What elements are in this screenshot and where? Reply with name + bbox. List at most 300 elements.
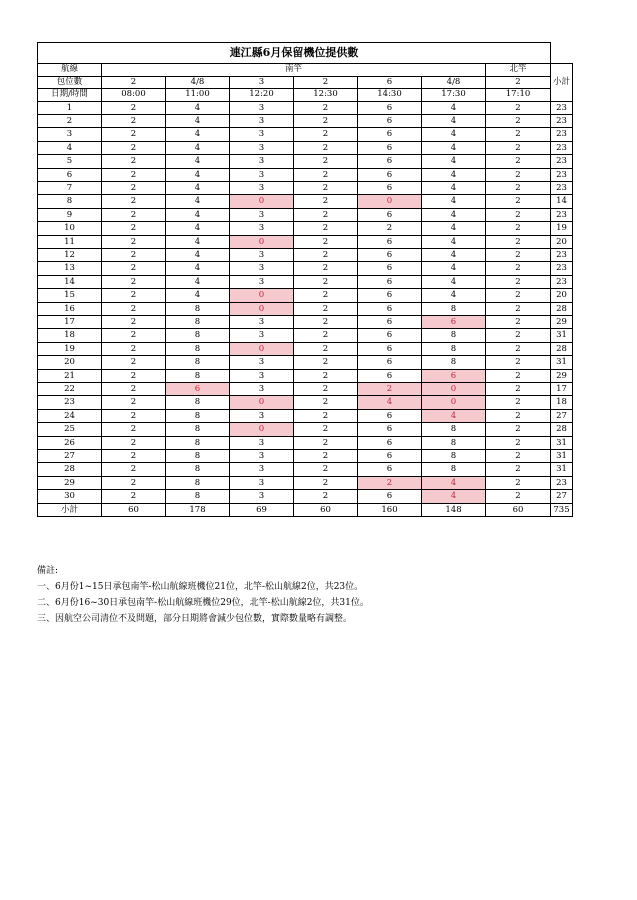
- seat-cell: 4: [422, 222, 486, 235]
- seat-cell: 6: [358, 248, 422, 261]
- seat-cell: 2: [102, 356, 166, 369]
- seat-cell: 2: [486, 141, 551, 154]
- seat-cell: 2: [294, 101, 358, 114]
- row-total-cell: 23: [551, 248, 573, 261]
- day-cell: 20: [38, 356, 102, 369]
- seat-cell: 3: [230, 476, 294, 489]
- table-row: [38, 128, 573, 141]
- row-total-cell: 17: [551, 383, 573, 396]
- seat-cell: 4: [422, 128, 486, 141]
- seat-cell: 2: [486, 208, 551, 221]
- table-row: [38, 436, 573, 449]
- table-title: 連江縣6月保留機位提供數: [38, 43, 551, 64]
- seat-cell: 4: [422, 101, 486, 114]
- column-total-cell: 69: [230, 503, 294, 516]
- seat-cell: 2: [486, 275, 551, 288]
- day-cell: 21: [38, 369, 102, 382]
- day-cell: 29: [38, 476, 102, 489]
- reduced-seat-cell: 0: [422, 396, 486, 409]
- table-row: [38, 463, 573, 476]
- seat-cell: 4: [166, 262, 230, 275]
- table-row: [38, 302, 573, 315]
- flight-seats-cell: 6: [358, 76, 422, 89]
- grand-total-cell: 735: [551, 503, 573, 516]
- seat-cell: 2: [102, 369, 166, 382]
- seat-cell: 2: [102, 141, 166, 154]
- column-total-cell: 60: [102, 503, 166, 516]
- seat-cell: 2: [486, 342, 551, 355]
- seat-cell: 2: [486, 195, 551, 208]
- column-total-cell: 148: [422, 503, 486, 516]
- seat-cell: 6: [358, 141, 422, 154]
- seat-cell: 2: [294, 490, 358, 503]
- row-total-cell: 23: [551, 101, 573, 114]
- table-row: [38, 222, 573, 235]
- seat-cell: 2: [486, 450, 551, 463]
- seat-cell: 6: [358, 168, 422, 181]
- day-cell: 28: [38, 463, 102, 476]
- seat-cell: 2: [102, 490, 166, 503]
- seat-cell: 3: [230, 316, 294, 329]
- row-total-cell: 31: [551, 463, 573, 476]
- row-total-cell: 28: [551, 302, 573, 315]
- seat-cell: 2: [102, 463, 166, 476]
- seat-cell: 8: [166, 329, 230, 342]
- seat-cell: 8: [422, 463, 486, 476]
- seat-cell: 4: [166, 155, 230, 168]
- row-total-cell: 31: [551, 356, 573, 369]
- day-cell: 17: [38, 316, 102, 329]
- row-total-cell: 23: [551, 128, 573, 141]
- seat-cell: 2: [102, 423, 166, 436]
- table-row: [38, 181, 573, 194]
- seat-cell: 2: [486, 476, 551, 489]
- row-total-cell: 20: [551, 235, 573, 248]
- seat-cell: 2: [486, 262, 551, 275]
- seat-cell: 4: [422, 195, 486, 208]
- flight-time-cell: 17:10: [486, 89, 551, 102]
- reduced-seat-cell: 6: [166, 383, 230, 396]
- seat-cell: 2: [102, 248, 166, 261]
- row-total-cell: 28: [551, 342, 573, 355]
- seat-cell: 2: [294, 248, 358, 261]
- seat-cell: 2: [294, 195, 358, 208]
- seat-cell: 6: [358, 235, 422, 248]
- seat-cell: 3: [230, 114, 294, 127]
- seat-cell: 2: [486, 101, 551, 114]
- day-cell: 30: [38, 490, 102, 503]
- seat-cell: 2: [102, 168, 166, 181]
- seat-cell: 6: [358, 450, 422, 463]
- seat-cell: 3: [230, 275, 294, 288]
- seat-cell: 2: [102, 409, 166, 422]
- seat-cell: 2: [486, 222, 551, 235]
- seat-cell: 2: [294, 222, 358, 235]
- table-row: [38, 476, 573, 489]
- table-row: [38, 141, 573, 154]
- table-row: [38, 262, 573, 275]
- reduced-seat-cell: 0: [422, 383, 486, 396]
- day-cell: 11: [38, 235, 102, 248]
- table-row: [38, 316, 573, 329]
- table-row: [38, 356, 573, 369]
- row-total-cell: 23: [551, 168, 573, 181]
- reduced-seat-cell: 4: [422, 490, 486, 503]
- seat-cell: 2: [294, 356, 358, 369]
- seat-cell: 2: [358, 222, 422, 235]
- column-total-cell: 60: [294, 503, 358, 516]
- seat-cell: 3: [230, 490, 294, 503]
- reduced-seat-cell: 2: [358, 383, 422, 396]
- seat-cell: 2: [486, 128, 551, 141]
- flight-seats-cell: 2: [102, 76, 166, 89]
- seat-cell: 2: [486, 316, 551, 329]
- seat-cell: 4: [166, 289, 230, 302]
- day-cell: 7: [38, 181, 102, 194]
- reduced-seat-cell: 0: [358, 195, 422, 208]
- seat-cell: 4: [166, 195, 230, 208]
- seat-cell: 6: [358, 463, 422, 476]
- subtotal-header: 小計: [551, 64, 573, 102]
- table-row: [38, 168, 573, 181]
- day-rows: [38, 101, 573, 503]
- seat-cell: 2: [294, 436, 358, 449]
- table-row: [38, 155, 573, 168]
- seat-cell: 3: [230, 436, 294, 449]
- seat-cell: 3: [230, 208, 294, 221]
- row-total-cell: 23: [551, 208, 573, 221]
- reduced-seat-cell: 0: [230, 342, 294, 355]
- totals-label: 小計: [38, 503, 102, 516]
- seat-cell: 2: [102, 436, 166, 449]
- column-total-cell: 60: [486, 503, 551, 516]
- seat-cell: 4: [422, 168, 486, 181]
- table-row: [38, 396, 573, 409]
- seat-cell: 3: [230, 155, 294, 168]
- row-total-cell: 31: [551, 450, 573, 463]
- seat-cell: 6: [358, 114, 422, 127]
- seat-cell: 2: [486, 235, 551, 248]
- seat-cell: 8: [166, 463, 230, 476]
- seat-cell: 4: [166, 248, 230, 261]
- table-row: [38, 275, 573, 288]
- day-cell: 9: [38, 208, 102, 221]
- seat-cell: 2: [486, 490, 551, 503]
- table-row: [38, 423, 573, 436]
- seat-cell: 3: [230, 383, 294, 396]
- table-row: [38, 329, 573, 342]
- seat-cell: 6: [358, 356, 422, 369]
- seat-cell: 2: [294, 168, 358, 181]
- reduced-seat-cell: 2: [358, 476, 422, 489]
- table-row: [38, 383, 573, 396]
- row-total-cell: 23: [551, 476, 573, 489]
- seat-cell: 2: [486, 383, 551, 396]
- seat-cell: 2: [486, 114, 551, 127]
- day-cell: 19: [38, 342, 102, 355]
- seat-cell: 2: [102, 383, 166, 396]
- table-row: [38, 101, 573, 114]
- seat-table: [37, 42, 573, 517]
- seat-cell: 8: [166, 396, 230, 409]
- seat-cell: 6: [358, 155, 422, 168]
- day-cell: 18: [38, 329, 102, 342]
- seat-cell: 4: [422, 155, 486, 168]
- flight-time-cell: 17:30: [422, 89, 486, 102]
- row-total-cell: 18: [551, 396, 573, 409]
- seat-cell: 4: [166, 222, 230, 235]
- seat-cell: 2: [294, 181, 358, 194]
- table-row: [38, 490, 573, 503]
- table-row: [38, 289, 573, 302]
- seat-cell: 2: [486, 423, 551, 436]
- seat-cell: 2: [294, 396, 358, 409]
- column-total-cell: 160: [358, 503, 422, 516]
- reduced-seat-cell: 6: [422, 369, 486, 382]
- seat-cell: 2: [486, 302, 551, 315]
- seat-cell: 3: [230, 128, 294, 141]
- seat-cell: 6: [358, 262, 422, 275]
- seat-cell: 2: [102, 342, 166, 355]
- seat-cell: 2: [294, 409, 358, 422]
- table-row: [38, 342, 573, 355]
- day-cell: 1: [38, 101, 102, 114]
- reduced-seat-cell: 4: [358, 396, 422, 409]
- row-total-cell: 27: [551, 409, 573, 422]
- day-cell: 12: [38, 248, 102, 261]
- seat-cell: 4: [166, 101, 230, 114]
- seat-cell: 2: [102, 476, 166, 489]
- seat-cell: 6: [358, 316, 422, 329]
- seat-cell: 8: [166, 409, 230, 422]
- row-total-cell: 23: [551, 114, 573, 127]
- seat-cell: 2: [294, 329, 358, 342]
- seat-cell: 6: [358, 289, 422, 302]
- seat-cell: 2: [102, 396, 166, 409]
- seat-cell: 6: [358, 128, 422, 141]
- seat-cell: 3: [230, 463, 294, 476]
- day-cell: 8: [38, 195, 102, 208]
- seat-cell: 6: [358, 342, 422, 355]
- note-line: 一、6月份1~15日承包南竿-松山航線班機位21位，北竿-松山航線2位，共23位。: [37, 582, 364, 592]
- day-cell: 2: [38, 114, 102, 127]
- seat-cell: 4: [422, 235, 486, 248]
- reduced-seat-cell: 0: [230, 396, 294, 409]
- seat-cell: 6: [358, 369, 422, 382]
- table-row: [38, 114, 573, 127]
- datetime-label: 日期/時間: [38, 89, 102, 102]
- nangan-header: 南竿: [102, 64, 486, 77]
- seat-cell: 4: [422, 141, 486, 154]
- seat-cell: 2: [102, 262, 166, 275]
- seat-cell: 2: [486, 463, 551, 476]
- row-total-cell: 23: [551, 181, 573, 194]
- seat-cell: 2: [294, 316, 358, 329]
- route-label: 航線: [38, 64, 102, 77]
- seat-cell: 4: [166, 141, 230, 154]
- seat-cell: 6: [358, 208, 422, 221]
- seat-cell: 2: [294, 383, 358, 396]
- seat-cell: 2: [486, 369, 551, 382]
- seat-cell: 4: [422, 262, 486, 275]
- seat-cell: 3: [230, 409, 294, 422]
- seat-cell: 2: [102, 128, 166, 141]
- day-cell: 23: [38, 396, 102, 409]
- seat-cell: 8: [422, 302, 486, 315]
- seat-cell: 2: [294, 128, 358, 141]
- seat-cell: 8: [422, 436, 486, 449]
- seat-cell: 4: [166, 181, 230, 194]
- day-cell: 13: [38, 262, 102, 275]
- note-line: 三、因航空公司清位不及問題，部分日期將會減少包位數，實際數量略有調整。: [37, 614, 353, 624]
- row-total-cell: 29: [551, 316, 573, 329]
- seat-cell: 2: [102, 195, 166, 208]
- day-cell: 10: [38, 222, 102, 235]
- day-cell: 4: [38, 141, 102, 154]
- table-row: [38, 409, 573, 422]
- seat-cell: 2: [486, 436, 551, 449]
- seat-cell: 6: [358, 302, 422, 315]
- seat-cell: 8: [166, 490, 230, 503]
- seat-cell: 2: [486, 289, 551, 302]
- seat-cell: 2: [294, 476, 358, 489]
- seat-cell: 4: [166, 168, 230, 181]
- seat-cell: 3: [230, 369, 294, 382]
- seat-cell: 8: [422, 342, 486, 355]
- note-line: 二、6月份16~30日承包南竿-松山航線班機位29位，北竿-松山航線2位，共31位。: [37, 598, 369, 608]
- seat-cell: 2: [294, 463, 358, 476]
- seat-cell: 8: [166, 423, 230, 436]
- flight-time-cell: 11:00: [166, 89, 230, 102]
- seat-cell: 3: [230, 248, 294, 261]
- row-total-cell: 20: [551, 289, 573, 302]
- table-row: [38, 195, 573, 208]
- seat-cell: 8: [166, 476, 230, 489]
- reduced-seat-cell: 4: [422, 409, 486, 422]
- seat-cell: 2: [486, 181, 551, 194]
- seat-cell: 2: [486, 409, 551, 422]
- day-cell: 16: [38, 302, 102, 315]
- seat-cell: 2: [486, 329, 551, 342]
- row-total-cell: 31: [551, 436, 573, 449]
- reduced-seat-cell: 4: [422, 476, 486, 489]
- seat-cell: 4: [166, 208, 230, 221]
- seat-cell: 8: [422, 329, 486, 342]
- seat-cell: 3: [230, 262, 294, 275]
- day-cell: 6: [38, 168, 102, 181]
- seat-cell: 6: [358, 436, 422, 449]
- day-cell: 27: [38, 450, 102, 463]
- row-total-cell: 29: [551, 369, 573, 382]
- seat-cell: 4: [422, 248, 486, 261]
- seat-cell: 2: [486, 356, 551, 369]
- seat-allocation-sheet: [37, 42, 573, 517]
- seat-cell: 2: [102, 316, 166, 329]
- seat-cell: 6: [358, 490, 422, 503]
- seat-cell: 6: [358, 409, 422, 422]
- seat-cell: 3: [230, 181, 294, 194]
- seat-cell: 3: [230, 450, 294, 463]
- seat-cell: 3: [230, 356, 294, 369]
- seat-cell: 8: [166, 302, 230, 315]
- totals-row: [38, 503, 573, 516]
- seat-cell: 4: [422, 275, 486, 288]
- seat-cell: 2: [486, 168, 551, 181]
- seat-cell: 3: [230, 101, 294, 114]
- seat-cell: 2: [102, 155, 166, 168]
- seat-cell: 2: [102, 114, 166, 127]
- beigan-header: 北竿: [486, 64, 551, 77]
- seat-cell: 4: [422, 114, 486, 127]
- seat-cell: 2: [294, 141, 358, 154]
- seat-cell: 3: [230, 141, 294, 154]
- day-cell: 25: [38, 423, 102, 436]
- seat-cell: 8: [166, 450, 230, 463]
- notes-section: [37, 563, 597, 627]
- seat-cell: 6: [358, 101, 422, 114]
- seat-cell: 2: [294, 275, 358, 288]
- table-row: [38, 208, 573, 221]
- seat-cell: 3: [230, 329, 294, 342]
- reduced-seat-cell: 0: [230, 235, 294, 248]
- seats-label: 包位數: [38, 76, 102, 89]
- seat-cell: 8: [166, 316, 230, 329]
- seat-cell: 8: [422, 356, 486, 369]
- column-total-cell: 178: [166, 503, 230, 516]
- seat-cell: 8: [422, 423, 486, 436]
- seat-cell: 2: [294, 114, 358, 127]
- reduced-seat-cell: 6: [422, 316, 486, 329]
- day-cell: 24: [38, 409, 102, 422]
- flight-seats-cell: 4/8: [166, 76, 230, 89]
- seat-cell: 2: [102, 302, 166, 315]
- seat-cell: 2: [102, 289, 166, 302]
- row-total-cell: 23: [551, 141, 573, 154]
- seat-cell: 8: [166, 356, 230, 369]
- seat-cell: 8: [166, 342, 230, 355]
- row-total-cell: 23: [551, 262, 573, 275]
- seat-cell: 6: [358, 181, 422, 194]
- day-cell: 26: [38, 436, 102, 449]
- seat-cell: 2: [102, 101, 166, 114]
- seat-cell: 4: [422, 181, 486, 194]
- seat-cell: 4: [422, 289, 486, 302]
- reduced-seat-cell: 0: [230, 195, 294, 208]
- seat-cell: 2: [486, 155, 551, 168]
- day-cell: 22: [38, 383, 102, 396]
- seat-cell: 2: [294, 369, 358, 382]
- seat-cell: 2: [294, 235, 358, 248]
- seat-cell: 2: [486, 248, 551, 261]
- seat-cell: 8: [166, 436, 230, 449]
- table-row: [38, 450, 573, 463]
- flight-seats-cell: 2: [486, 76, 551, 89]
- row-total-cell: 23: [551, 155, 573, 168]
- notes-heading: 備註:: [37, 566, 59, 576]
- seat-cell: 2: [294, 450, 358, 463]
- row-total-cell: 19: [551, 222, 573, 235]
- seat-cell: 4: [166, 235, 230, 248]
- table-row: [38, 235, 573, 248]
- seat-cell: 8: [166, 369, 230, 382]
- day-cell: 15: [38, 289, 102, 302]
- day-cell: 14: [38, 275, 102, 288]
- seat-cell: 3: [230, 168, 294, 181]
- flight-seats-cell: 2: [294, 76, 358, 89]
- seat-cell: 2: [102, 329, 166, 342]
- row-total-cell: 23: [551, 275, 573, 288]
- seat-cell: 6: [358, 329, 422, 342]
